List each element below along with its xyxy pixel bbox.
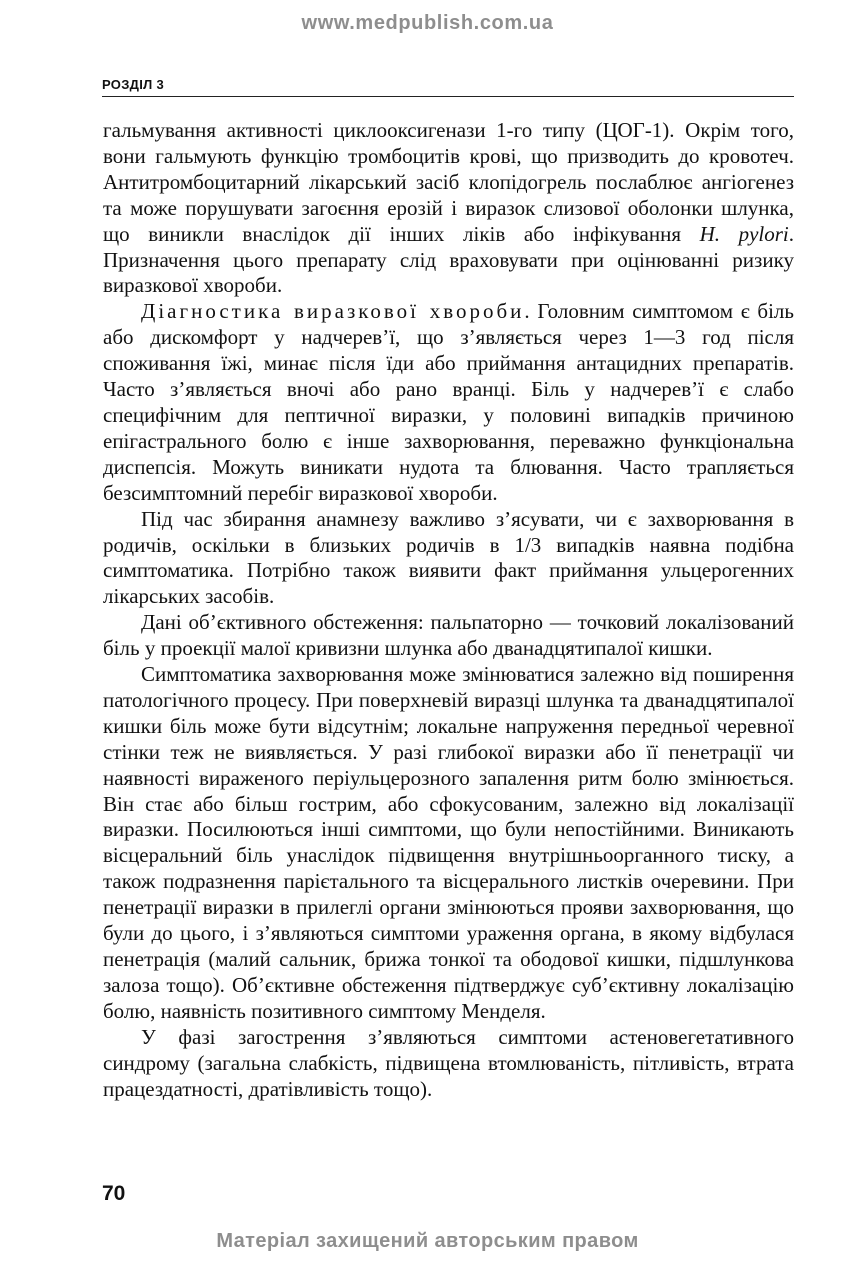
- watermark-url: www.medpublish.com.ua: [301, 12, 554, 34]
- paragraph-1-text-a: гальмування активності циклооксигенази 1-го типу (ЦОГ-1). Окрім того, вони гальмують функцію тромбоцитів крові, що призводить до кровотеч. Антитромбоцитарний лікарський засіб клопідогрель послаблює ангіогенез та може порушувати загоєння ерозій і виразок слизової оболонки шлунка, що виникли внаслідок дії інших ліків або інфікування: [103, 118, 794, 246]
- paragraph-1-text-b: . Призначення цього препарату слід враховувати при оцінюванні ризику виразкової хвороби.: [103, 221, 794, 298]
- paragraph-symptoms: Симптоматика захворювання може змінюватися залежно від поширення патологічного процесу. При поверхневій виразці шлунка та дванадцятипалої кишки біль може бути відсутнім; локальне напруження передньої черевної стінки теж не виявляється. У разі глибокої виразки або її пенетрації чи наявності вираженого періульцерозного запалення ритм болю змінюється. Він стає або більш гострим, або сфокусованим, залежно від локалізації виразки. Посилюються інші симптоми, що були непостійними. Виникають вісцеральний біль унаслідок підвищення внутрішньоорганного тиску, а також подразнення парієтального та вісцерального листків очеревини. При пенетрації виразки в прилеглі органи змінюються прояви захворювання, що були до цього, і з’являються симптоми ураження органа, в якому відбулася пенетрація (малий сальник, брижа тонкої та ободової кишки, підшлункова залоза тощо). Об’єктивне обстеження підтверджує суб’єктивну локалізацію болю, наявність позитивного симптому Менделя.: [103, 662, 794, 1023]
- pathogen-name: H. pylori: [699, 221, 789, 246]
- section-header: РОЗДІЛ 3: [102, 77, 164, 92]
- diagnostics-heading: Діагностика виразкової хвороби: [141, 299, 525, 324]
- paragraph-objective-exam: Дані об’єктивного обстеження: пальпаторно — точковий локалізований біль у проекції малої кривизни шлунка або дванадцятипалої кишки.: [103, 610, 794, 661]
- header-rule: [102, 96, 794, 97]
- paragraph-anamnesis: Під час збирання анамнезу важливо з’ясувати, чи є захворювання в родичів, оскільки в близьких родичів в 1/3 випадків наявна подібна симптоматика. Потрібно також виявити факт приймання ульцерогенних лікарських засобів.: [103, 506, 794, 609]
- page-number: 70: [102, 1182, 126, 1205]
- paragraph-1: [103, 118, 794, 299]
- paragraph-exacerbation: У фазі загострення з’являються симптоми астеновегетативного синдрому (загальна слабкість, підвищена втомлюваність, пітливість, втрата працездатності, дратівливість тощо).: [103, 1024, 794, 1101]
- diagnostics-text: . Головним симптомом є біль або дискомфорт у надчерев’ї, що з’являється через 1—3 год після споживання їжі, минає після їди або приймання антацидних препаратів. Часто з’являється вночі або рано вранці. Біль у надчерев’ї є слабо специфічним для пептичної виразки, у половині випадків причиною епігастрального болю є інше захворювання, переважно функціональна диспепсія. Можуть виникати нудота та блювання. Часто трапляється безсимптомний перебіг виразкової хвороби.: [103, 299, 794, 505]
- paragraph-diagnostics: [103, 299, 794, 506]
- body-text: [103, 118, 794, 1102]
- copyright-watermark: Матеріал захищений авторським правом: [216, 1230, 639, 1252]
